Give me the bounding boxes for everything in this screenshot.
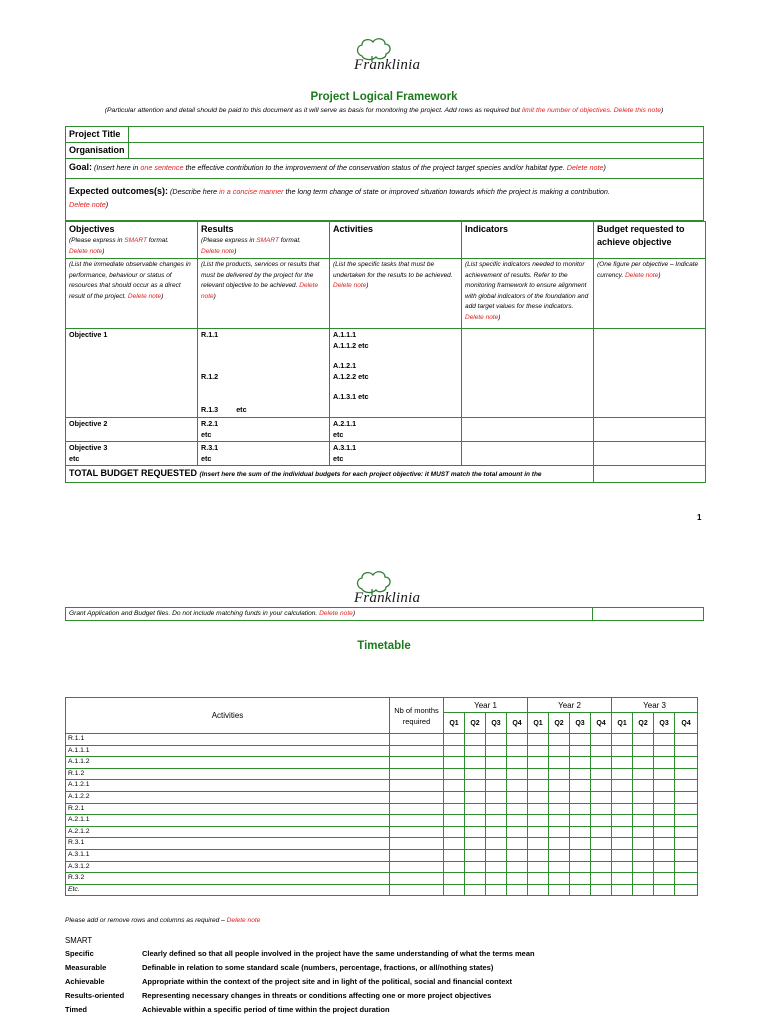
table-row <box>66 815 698 827</box>
indicators-guidance: (List specific indicators needed to monitor achievement of results. Refer to the monitoring framework to ensure alignment with global indicators of the foundation and add target values for these indicators. Delete note) <box>462 259 594 329</box>
quarter-cell[interactable] <box>465 791 486 803</box>
quarter-cell[interactable] <box>528 780 549 792</box>
quarter-cell[interactable] <box>465 803 486 815</box>
quarter-cell[interactable] <box>633 791 654 803</box>
quarter-cell[interactable] <box>507 849 528 861</box>
quarter-cell[interactable] <box>486 826 507 838</box>
quarter-cell[interactable] <box>612 745 633 757</box>
activities-guidance: (List the specific tasks that must be undertaken for the results to be achieved. Delete note) <box>330 259 462 329</box>
quarter-cell[interactable] <box>570 768 591 780</box>
quarter-cell[interactable] <box>486 815 507 827</box>
quarter-cell[interactable] <box>633 838 654 850</box>
quarter-cell[interactable] <box>549 803 570 815</box>
quarter-cell[interactable] <box>465 768 486 780</box>
quarter-cell[interactable] <box>507 815 528 827</box>
quarter-header: Q3 <box>654 713 675 734</box>
quarter-header: Q2 <box>633 713 654 734</box>
objective-1-budget[interactable] <box>594 329 706 418</box>
quarter-cell[interactable] <box>507 803 528 815</box>
objective-3-indicators[interactable] <box>462 442 594 466</box>
quarter-cell[interactable] <box>486 780 507 792</box>
quarter-cell[interactable] <box>654 791 675 803</box>
quarter-cell[interactable] <box>591 791 612 803</box>
quarter-cell[interactable] <box>549 873 570 885</box>
quarter-cell[interactable] <box>591 768 612 780</box>
year-2-header: Year 2 <box>528 698 612 713</box>
nb-months-cell[interactable] <box>390 768 444 780</box>
timetable-activity-label: A.1.1.1 <box>66 745 390 757</box>
quarter-cell[interactable] <box>465 745 486 757</box>
quarter-cell[interactable] <box>528 757 549 769</box>
quarter-cell[interactable] <box>549 849 570 861</box>
quarter-cell[interactable] <box>612 791 633 803</box>
objectives-header: Objectives (Please express in SMART format. Delete note) <box>66 222 198 259</box>
quarter-cell[interactable] <box>570 849 591 861</box>
quarter-cell[interactable] <box>465 873 486 885</box>
quarter-cell[interactable] <box>654 815 675 827</box>
quarter-cell[interactable] <box>465 884 486 896</box>
quarter-cell[interactable] <box>486 838 507 850</box>
objective-1-activities[interactable]: A.1.1.1 A.1.1.2 etc A.1.2.1 A.1.2.2 etc A.1.3.1 etc <box>330 329 462 418</box>
smart-term: Specific <box>65 949 94 958</box>
table-row <box>66 849 698 861</box>
quarter-cell[interactable] <box>612 780 633 792</box>
smart-term: Results-oriented <box>65 991 125 1000</box>
quarter-cell[interactable] <box>591 838 612 850</box>
quarter-cell[interactable] <box>465 826 486 838</box>
timetable-table <box>65 697 698 896</box>
table-row <box>66 803 698 815</box>
quarter-cell[interactable] <box>591 815 612 827</box>
quarter-cell[interactable] <box>654 884 675 896</box>
quarter-cell[interactable] <box>444 768 465 780</box>
quarter-cell[interactable] <box>549 815 570 827</box>
quarter-cell[interactable] <box>675 861 698 873</box>
quarter-cell[interactable] <box>675 838 698 850</box>
results-guidance: (List the products, services or results that must be delivered by the project for the relevant objective to be achieved. Delete note) <box>198 259 330 329</box>
quarter-cell[interactable] <box>465 757 486 769</box>
quarter-cell[interactable] <box>444 791 465 803</box>
quarter-cell[interactable] <box>570 745 591 757</box>
quarter-cell[interactable] <box>507 734 528 746</box>
quarter-cell[interactable] <box>633 803 654 815</box>
quarter-cell[interactable] <box>549 838 570 850</box>
quarter-cell[interactable] <box>675 734 698 746</box>
quarter-cell[interactable] <box>612 815 633 827</box>
quarter-cell[interactable] <box>570 757 591 769</box>
quarter-cell[interactable] <box>444 884 465 896</box>
budget-guidance: (One figure per objective – Indicate currency. Delete note) <box>594 259 706 329</box>
quarter-cell[interactable] <box>591 861 612 873</box>
quarter-cell[interactable] <box>612 803 633 815</box>
quarter-cell[interactable] <box>675 873 698 885</box>
quarter-cell[interactable] <box>486 849 507 861</box>
goal-row[interactable]: Goal: (Insert here in one sentence the effective contribution to the improvement of the conservation status of the project target species and/or habitat type. Delete note) <box>66 159 704 179</box>
quarter-cell[interactable] <box>675 791 698 803</box>
table-row <box>66 734 698 746</box>
nb-months-cell[interactable] <box>390 838 444 850</box>
smart-terms <box>65 947 145 1017</box>
nb-months-cell[interactable] <box>390 884 444 896</box>
smart-term: Timed <box>65 1005 87 1014</box>
quarter-cell[interactable] <box>486 757 507 769</box>
nb-months-cell[interactable] <box>390 745 444 757</box>
quarter-cell[interactable] <box>612 884 633 896</box>
quarter-cell[interactable] <box>633 884 654 896</box>
quarter-cell[interactable] <box>486 873 507 885</box>
quarter-cell[interactable] <box>486 745 507 757</box>
quarter-cell[interactable] <box>675 780 698 792</box>
quarter-header: Q3 <box>570 713 591 734</box>
quarter-cell[interactable] <box>633 757 654 769</box>
quarter-cell[interactable] <box>591 849 612 861</box>
quarter-cell[interactable] <box>528 745 549 757</box>
objective-2-activities[interactable]: A.2.1.1 etc <box>330 418 462 442</box>
quarter-cell[interactable] <box>528 791 549 803</box>
quarter-cell[interactable] <box>507 780 528 792</box>
quarter-cell[interactable] <box>486 803 507 815</box>
quarter-cell[interactable] <box>591 780 612 792</box>
quarter-header: Q4 <box>591 713 612 734</box>
quarter-header: Q3 <box>486 713 507 734</box>
nb-months-cell[interactable] <box>390 861 444 873</box>
quarter-cell[interactable] <box>444 873 465 885</box>
quarter-cell[interactable] <box>549 826 570 838</box>
quarter-cell[interactable] <box>633 861 654 873</box>
timetable-activity-label: Etc. <box>66 884 390 896</box>
timetable-activity-label: R.3.2 <box>66 873 390 885</box>
quarter-cell[interactable] <box>675 745 698 757</box>
nb-months-cell[interactable] <box>390 873 444 885</box>
quarter-cell[interactable] <box>528 734 549 746</box>
nb-months-cell[interactable] <box>390 734 444 746</box>
quarter-cell[interactable] <box>486 791 507 803</box>
timetable-activity-label: R.3.1 <box>66 838 390 850</box>
quarter-cell[interactable] <box>633 745 654 757</box>
quarter-cell[interactable] <box>528 803 549 815</box>
nb-months-col-header: Nb of months required <box>390 698 444 734</box>
quarter-cell[interactable] <box>612 838 633 850</box>
objectives-guidance: (List the immediate observable changes in performance, behaviour or status of resources that should occur as a direct result of the project. Delete note) <box>66 259 198 329</box>
page-title: Project Logical Framework <box>310 91 458 103</box>
quarter-cell[interactable] <box>465 838 486 850</box>
quarter-cell[interactable] <box>654 768 675 780</box>
quarter-cell[interactable] <box>444 745 465 757</box>
quarter-cell[interactable] <box>591 757 612 769</box>
objective-2-budget[interactable] <box>594 418 706 442</box>
activities-col-header: Activities <box>66 698 390 734</box>
objective-1-indicators[interactable] <box>462 329 594 418</box>
quarter-cell[interactable] <box>633 815 654 827</box>
quarter-cell[interactable] <box>654 861 675 873</box>
smart-title: SMART <box>65 936 93 945</box>
quarter-cell[interactable] <box>486 768 507 780</box>
quarter-cell[interactable] <box>654 873 675 885</box>
quarter-cell[interactable] <box>444 803 465 815</box>
quarter-header: Q2 <box>465 713 486 734</box>
quarter-cell[interactable] <box>570 734 591 746</box>
quarter-cell[interactable] <box>591 803 612 815</box>
project-title-label: Project Title <box>66 127 129 143</box>
quarter-cell[interactable] <box>654 780 675 792</box>
objective-3-label: Objective 3 etc <box>66 442 198 466</box>
organisation-label: Organisation <box>66 143 129 159</box>
quarter-cell[interactable] <box>654 826 675 838</box>
quarter-cell[interactable] <box>486 734 507 746</box>
quarter-cell[interactable] <box>528 873 549 885</box>
timetable-title: Timetable <box>357 640 411 652</box>
quarter-cell[interactable] <box>549 791 570 803</box>
quarter-cell[interactable] <box>591 734 612 746</box>
objective-1-label: Objective 1 <box>66 329 198 418</box>
nb-months-cell[interactable] <box>390 826 444 838</box>
quarter-cell[interactable] <box>444 849 465 861</box>
objective-2-label: Objective 2 <box>66 418 198 442</box>
timetable-activity-label: A.1.2.2 <box>66 791 390 803</box>
quarter-cell[interactable] <box>675 803 698 815</box>
nb-months-cell[interactable] <box>390 791 444 803</box>
quarter-cell[interactable] <box>675 757 698 769</box>
quarter-cell[interactable] <box>654 757 675 769</box>
smart-definitions <box>142 947 702 1017</box>
objective-2-indicators[interactable] <box>462 418 594 442</box>
quarter-cell[interactable] <box>570 803 591 815</box>
objective-3-results[interactable]: R.3.1 etc <box>198 442 330 466</box>
quarter-cell[interactable] <box>465 815 486 827</box>
quarter-cell[interactable] <box>654 849 675 861</box>
quarter-cell[interactable] <box>507 757 528 769</box>
quarter-cell[interactable] <box>528 815 549 827</box>
logo-text: Franklinia <box>354 590 421 606</box>
quarter-header: Q4 <box>507 713 528 734</box>
smart-definition: Clearly defined so that all people involved in the project have the same understanding of what the terms mean <box>142 949 535 958</box>
table-row <box>66 873 698 885</box>
outcomes-row[interactable]: Expected outcomes(s): (Describe here in a concise manner the long term change of state or improved situation towards which the project is making a contribution. Delete note) <box>66 179 704 221</box>
quarter-cell[interactable] <box>570 815 591 827</box>
quarter-cell[interactable] <box>633 780 654 792</box>
quarter-cell[interactable] <box>675 815 698 827</box>
quarter-cell[interactable] <box>465 734 486 746</box>
smart-definition: Achievable within a specific period of time within the project duration <box>142 1005 390 1014</box>
quarter-cell[interactable] <box>549 884 570 896</box>
timetable-activity-label: A.1.1.2 <box>66 757 390 769</box>
objective-1-results[interactable]: R.1.1 R.1.2 R.1.3 etc <box>198 329 330 418</box>
budget-header: Budget requested to achieve objective <box>594 222 706 259</box>
table-row <box>66 861 698 873</box>
quarter-cell[interactable] <box>675 849 698 861</box>
total-budget-row: TOTAL BUDGET REQUESTED (Insert here the sum of the individual budgets for each project objective: it MUST match the total amount in the <box>66 466 594 483</box>
logframe-table <box>65 221 706 483</box>
quarter-cell[interactable] <box>612 873 633 885</box>
table-row <box>66 791 698 803</box>
page-number: 1 <box>697 513 702 522</box>
quarter-cell[interactable] <box>486 861 507 873</box>
quarter-header: Q2 <box>549 713 570 734</box>
objective-3-budget[interactable] <box>594 442 706 466</box>
quarter-cell[interactable] <box>444 861 465 873</box>
timetable-footnote: Please add or remove rows and columns as required – Delete note <box>65 917 261 924</box>
smart-definition: Representing necessary changes in threats or conditions affecting one or more project objectives <box>142 991 492 1000</box>
quarter-cell[interactable] <box>675 826 698 838</box>
quarter-cell[interactable] <box>549 861 570 873</box>
quarter-cell[interactable] <box>570 861 591 873</box>
timetable-activity-label: A.2.1.1 <box>66 815 390 827</box>
quarter-header: Q1 <box>444 713 465 734</box>
quarter-header: Q4 <box>675 713 698 734</box>
quarter-cell[interactable] <box>528 884 549 896</box>
intro-note: (Particular attention and detail should be paid to this document as it will serve as basis for monitoring the project. Add rows as required but limit the number of objectives. Delete this note) <box>104 107 664 114</box>
nb-months-cell[interactable] <box>390 780 444 792</box>
table-row <box>66 838 698 850</box>
quarter-cell[interactable] <box>612 768 633 780</box>
table-row <box>66 826 698 838</box>
quarter-cell[interactable] <box>675 884 698 896</box>
quarter-cell[interactable] <box>591 745 612 757</box>
quarter-cell[interactable] <box>444 838 465 850</box>
quarter-cell[interactable] <box>507 861 528 873</box>
total-budget-value[interactable] <box>594 466 706 483</box>
quarter-cell[interactable] <box>612 861 633 873</box>
timetable-activity-label: A.2.1.2 <box>66 826 390 838</box>
smart-term: Achievable <box>65 977 105 986</box>
quarter-cell[interactable] <box>612 849 633 861</box>
continuation-budget-cell[interactable] <box>593 608 704 621</box>
quarter-cell[interactable] <box>570 780 591 792</box>
smart-term: Measurable <box>65 963 107 972</box>
quarter-cell[interactable] <box>507 768 528 780</box>
quarter-cell[interactable] <box>633 826 654 838</box>
quarter-header: Q1 <box>528 713 549 734</box>
nb-months-cell[interactable] <box>390 815 444 827</box>
continuation-note: Grant Application and Budget files. Do not include matching funds in your calculation. Delete note) <box>66 608 593 621</box>
smart-definition: Definable in relation to some standard scale (numbers, percentage, fractions, or all/nothing states) <box>142 963 494 972</box>
quarter-cell[interactable] <box>507 838 528 850</box>
nb-months-cell[interactable] <box>390 757 444 769</box>
timetable-activity-label: R.1.1 <box>66 734 390 746</box>
timetable-activity-label: A.3.1.1 <box>66 849 390 861</box>
quarter-cell[interactable] <box>591 884 612 896</box>
quarter-cell[interactable] <box>444 780 465 792</box>
table-row <box>66 768 698 780</box>
quarter-cell[interactable] <box>528 838 549 850</box>
quarter-cell[interactable] <box>570 884 591 896</box>
quarter-cell[interactable] <box>654 803 675 815</box>
quarter-cell[interactable] <box>507 826 528 838</box>
quarter-cell[interactable] <box>507 873 528 885</box>
quarter-cell[interactable] <box>528 768 549 780</box>
quarter-cell[interactable] <box>612 826 633 838</box>
timetable-activity-label: A.1.2.1 <box>66 780 390 792</box>
activities-header: Activities <box>330 222 462 259</box>
quarter-cell[interactable] <box>633 849 654 861</box>
quarter-cell[interactable] <box>507 884 528 896</box>
quarter-cell[interactable] <box>633 873 654 885</box>
organisation-value[interactable] <box>128 143 703 159</box>
nb-months-cell[interactable] <box>390 803 444 815</box>
year-3-header: Year 3 <box>612 698 698 713</box>
timetable-activity-label: A.3.1.2 <box>66 861 390 873</box>
quarter-cell[interactable] <box>612 757 633 769</box>
quarter-cell[interactable] <box>570 873 591 885</box>
project-title-value[interactable] <box>128 127 703 143</box>
nb-months-cell[interactable] <box>390 849 444 861</box>
quarter-cell[interactable] <box>612 734 633 746</box>
quarter-cell[interactable] <box>444 757 465 769</box>
table-row <box>66 757 698 769</box>
quarter-cell[interactable] <box>528 861 549 873</box>
quarter-cell[interactable] <box>528 826 549 838</box>
objective-2-results[interactable]: R.2.1 etc <box>198 418 330 442</box>
quarter-cell[interactable] <box>549 745 570 757</box>
timetable-activity-label: R.1.2 <box>66 768 390 780</box>
smart-definition: Appropriate within the context of the project site and in light of the political, social and financial context <box>142 977 513 986</box>
quarter-cell[interactable] <box>570 838 591 850</box>
quarter-cell[interactable] <box>507 745 528 757</box>
quarter-cell[interactable] <box>549 780 570 792</box>
quarter-cell[interactable] <box>591 826 612 838</box>
year-1-header: Year 1 <box>444 698 528 713</box>
quarter-cell[interactable] <box>570 826 591 838</box>
quarter-cell[interactable] <box>465 861 486 873</box>
project-info-table <box>65 126 704 221</box>
quarter-cell[interactable] <box>570 791 591 803</box>
quarter-cell[interactable] <box>444 826 465 838</box>
quarter-cell[interactable] <box>444 815 465 827</box>
indicators-header: Indicators <box>462 222 594 259</box>
logo-text: Franklinia <box>354 57 421 73</box>
continuation-table <box>65 607 704 621</box>
quarter-cell[interactable] <box>465 849 486 861</box>
quarter-cell[interactable] <box>444 734 465 746</box>
quarter-cell[interactable] <box>549 734 570 746</box>
quarter-cell[interactable] <box>549 757 570 769</box>
table-row <box>66 780 698 792</box>
quarter-header: Q1 <box>612 713 633 734</box>
results-header: Results (Please express in SMART format. Delete note) <box>198 222 330 259</box>
quarter-cell[interactable] <box>486 884 507 896</box>
table-row <box>66 884 698 896</box>
quarter-cell[interactable] <box>549 768 570 780</box>
quarter-cell[interactable] <box>654 734 675 746</box>
quarter-cell[interactable] <box>675 768 698 780</box>
quarter-cell[interactable] <box>591 873 612 885</box>
quarter-cell[interactable] <box>507 791 528 803</box>
table-row <box>66 745 698 757</box>
quarter-cell[interactable] <box>528 849 549 861</box>
quarter-cell[interactable] <box>654 745 675 757</box>
franklinia-logo <box>348 36 421 80</box>
quarter-cell[interactable] <box>633 768 654 780</box>
objective-3-activities[interactable]: A.3.1.1 etc <box>330 442 462 466</box>
quarter-cell[interactable] <box>654 838 675 850</box>
quarter-cell[interactable] <box>465 780 486 792</box>
quarter-cell[interactable] <box>633 734 654 746</box>
timetable-activity-label: R.2.1 <box>66 803 390 815</box>
